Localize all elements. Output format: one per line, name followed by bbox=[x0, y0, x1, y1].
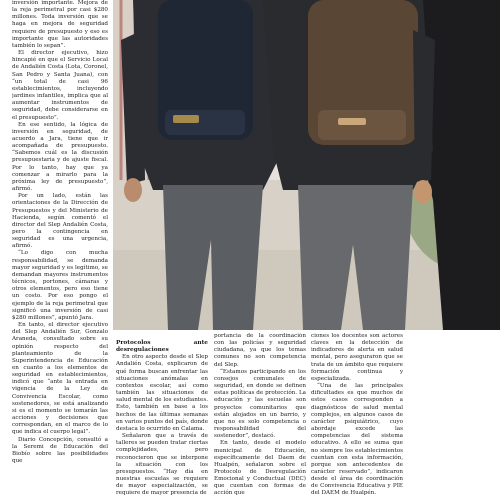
paragraph: El director ejecutivo, hizo hincapié en que el Servicio Local de Andalién Costa (Lota, Coronel, San Pedro y Santa Juana), con “un total de casi 96 establecimientos, incluyendo jardines infantiles, implica que al aumentar instrumentos de seguridad, debe considerarse en el presupuesto”. bbox=[12, 50, 108, 121]
article-column-2 bbox=[116, 333, 208, 503]
article-photo bbox=[113, 0, 500, 330]
paragraph: portancia de la coordinación con las policías y seguridad ciudadana, ya que los temas comunes no son competencia del Slep. bbox=[214, 333, 306, 368]
paragraph: inversión importante. Mejora de la reja perimetral por casi $280 millones. Toda inversión que se haga en mejora de seguridad requiere de presupuesto y eso es importante que las autoridades también lo sepan”. bbox=[12, 0, 108, 49]
paragraph: En tanto, el director ejecutivo del Slep Andalién Sur, Gonzalo Araneda, consultado sobre su opinión respecto del planteamiento de la Superintendencia de Educación en cuanto a los elementos de seguridad en establecimientos, indicó que “ante la entrada en vigencia de la Ley de Convivencia Escolar, como sostenedores, se está analizando si es el momento se tomarán las acciones y decisiones que correspondan, en el marco de lo que indica el cuerpo legal”. bbox=[12, 322, 108, 436]
article-column-left bbox=[12, 0, 108, 500]
students-walking-photo bbox=[113, 0, 500, 330]
paragraph: En ese sentido, la lógica de inversión en seguridad, de acuerdo a Jara, tiene que ir acompañada de presupuesto. “Sabemos cuál es la discusión presupuestaria y de ajuste fiscal. Por lo tanto, hay que ya comenzar a mirarlo para la próxima ley de presupuesto”, afirmó. bbox=[12, 121, 108, 193]
section-subheading: Protocolos ante desregulaciones bbox=[116, 340, 208, 354]
paragraph: En tanto, desde el modelo municipal de Educación, específicamente del Daem de Hualpén, señalaron sobre el Protocolo de Desregulación Emocional y Conductual (DEC) que cuentan con formas de acción que bbox=[214, 440, 306, 497]
paragraph: “Estamos participando en los consejos comunales de seguridad, en donde se definen estas políticas de protección. La educación y las escuelas son proyectos comunitarios que están alojados en un barrio, y que no es solo competencia o responsabilidad del sostenedor”, destacó. bbox=[214, 368, 306, 440]
paragraph: Diario Concepción, consultó a la Seremi de Educación del Biobío sobre las posibilidades que bbox=[12, 436, 108, 464]
article-column-4 bbox=[311, 333, 403, 503]
paragraph: En otro aspecto desde el Slep Andalién Costa, explicaron de qué forma buscan enfrentar las situaciones anómalas en contextos escolar, así como también las situaciones de salud mental de los estudiantes. Esto, también en base a los hechos de las últimas semanas en varios puntos del país, donde destaca lo ocurrido en Calama. bbox=[116, 354, 208, 432]
article-column-3 bbox=[214, 333, 306, 503]
paragraph: ciones los docentes son actores claves en la detección de indicadores de alerta en salud mental, pero aseguraron que se trata de un ámbito que requiere formación continua y especializada. bbox=[311, 333, 403, 382]
paragraph: Señalaron que a través de talleres se pueden tratar ciertas complejidades, pero reconocieron que se interpone la situación con los presupuestos. “Hay día en nuestras escuelas se requiere de mayor especialización, se requiere de mayor presencia de bbox=[116, 433, 208, 497]
paragraph: “Lo digo con mucha responsabilidad, se demanda mayor seguridad y es legítimo, se demandan mayores instrumentos técnicos, portones, cámaras y otros elementos, pero eso tiene un costo. Por eso pongo el ejemplo de la reja perimetral que significó una inversión de casi $280 millones”, apuntó Jara. bbox=[12, 250, 108, 321]
paragraph: “Una de las principales dificultades es que muchos de estos casos corresponden a diagnósticos de salud mental complejos, en algunos casos de carácter psiquiátrico, cuyo abordaje excede las competencias del sistema educativo. A ello se suma que no siempre los establecimientos cuentan con esta información, porque son antecedentes de carácter reservado”, indicaron desde el área de coordinación de Convivencia Educativa y PIE del DAEM de Hualpén. bbox=[311, 383, 403, 497]
paragraph: Por un lado, están las orientaciones de la Dirección de Presupuestos y del Ministerio de Hacienda, según comentó el director del Slep Andalién Costa, pero la contingencia en seguridad es una urgencia, afirmó. bbox=[12, 193, 108, 250]
